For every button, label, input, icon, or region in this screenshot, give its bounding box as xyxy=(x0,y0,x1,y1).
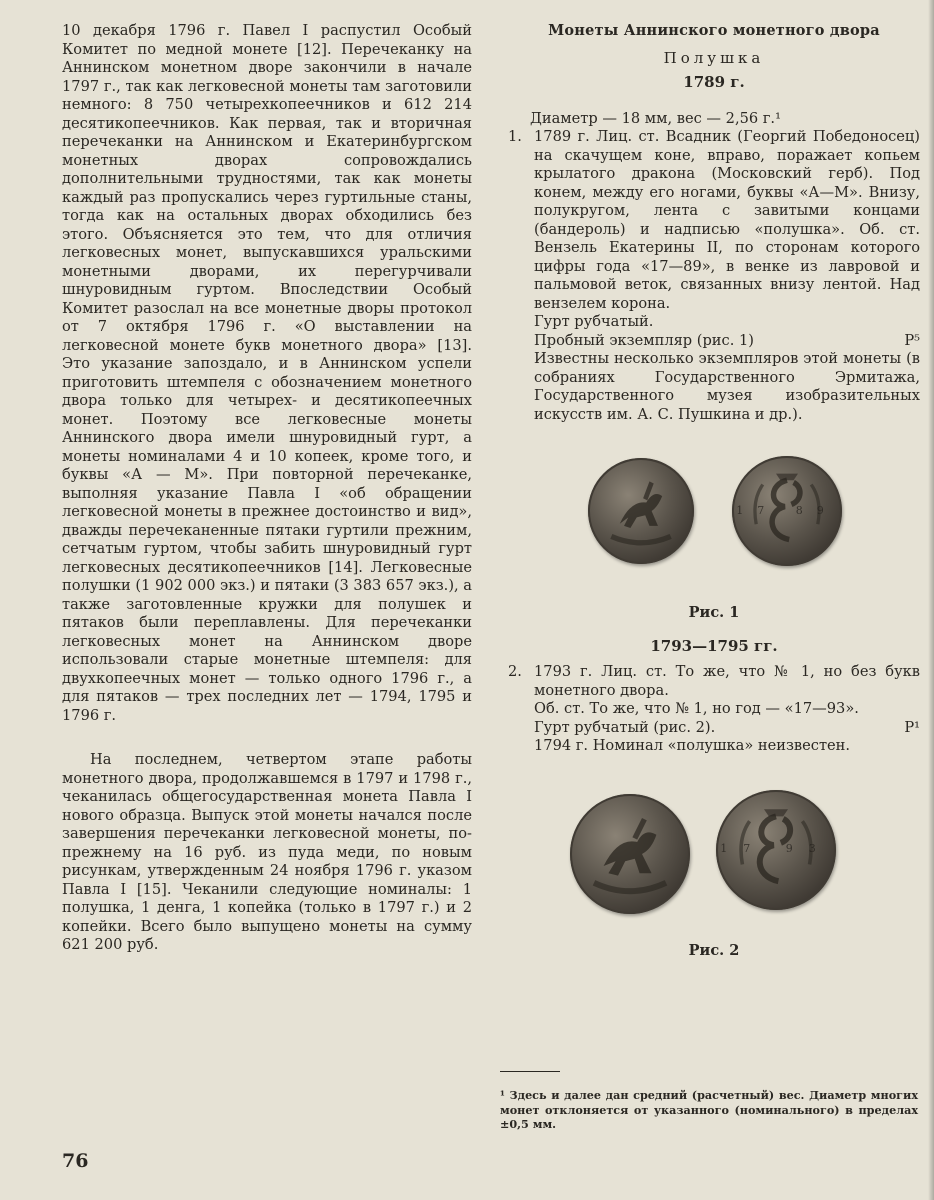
entry-edge-row xyxy=(534,719,920,738)
entry-description: 1789 г. Лиц. ст. Всадник (Георгий Победоносец) на скачущем коне, вправо, поражает копьем крылатого дракона (Московский герб). Под конем, между его ногами, буквы «А—М». Внизу, полукругом, лента с завитыми концами (бандероль) и надписью «полушка». Об. ст. Вензель Екатерины II, по сторонам которого цифры года «17—89», в венке из лавровой и пальмовой веток, связанных внизу лентой. Над вензелем корона. xyxy=(534,128,920,312)
figure-1 xyxy=(508,442,920,592)
footnote-divider xyxy=(500,1071,560,1072)
entry-number: 2. xyxy=(508,663,522,680)
page-edge-shadow xyxy=(928,0,934,1200)
footnote: ¹ Здесь и далее дан средний (расчетный) вес. Диаметр многих монет отклоняется от указанного (номинального) в пределах ±0,5 мм. xyxy=(500,1088,918,1131)
figure-1-caption: Рис. 1 xyxy=(688,604,740,621)
coin-reverse-image xyxy=(732,456,842,566)
denomination-title: Полушка xyxy=(663,48,765,67)
entry-known: Известны несколько экземпляров этой монеты (в собраниях Государственного Эрмитажа, Государственного музея изобразительных искусств им. А. С. Пушкина и др.). xyxy=(534,350,920,423)
catalog-entry-2 xyxy=(508,663,920,700)
entry-edge: Гурт рубчатый (рис. 2). xyxy=(534,718,716,736)
entry-edge: Гурт рубчатый. xyxy=(534,313,654,330)
entry-note: 1794 г. Номинал «полушка» неизвестен. xyxy=(534,737,851,754)
page-number: 76 xyxy=(62,1150,89,1172)
year-heading-2: 1793—1795 гг. xyxy=(650,636,778,655)
right-column xyxy=(508,22,920,960)
coin-obverse-image xyxy=(570,794,690,914)
coin-obverse-image xyxy=(588,458,694,564)
coin-year: 17 89 xyxy=(736,504,838,518)
coin-year: 17 93 xyxy=(720,841,832,855)
entry-trial-row xyxy=(534,332,920,351)
diameter-line: Диаметр — 18 мм, вес — 2,56 г.¹ xyxy=(530,109,781,127)
left-column xyxy=(62,22,472,955)
entry-reverse: Об. ст. То же, что № 1, но год — «17—93». xyxy=(534,700,859,717)
figure-2-caption: Рис. 2 xyxy=(688,941,740,959)
catalog-entry-1 xyxy=(508,128,920,313)
coin-reverse-image xyxy=(716,790,836,910)
figure-2 xyxy=(508,782,920,932)
entry-trial: Пробный экземпляр (рис. 1) xyxy=(534,331,754,349)
entry-description: 1793 г. Лиц. ст. То же, что № 1, но без букв монетного двора. xyxy=(534,663,920,699)
year-heading-1: 1789 г. xyxy=(683,73,745,91)
rarity-mark: Р¹ xyxy=(904,718,920,736)
horseman-icon xyxy=(588,458,694,564)
left-paragraph-2: На последнем, четвертом этапе работы монетного двора, продолжавшемся в 1797 и 1798 г., чеканилась общегосударственная монета Павла I нового образца. Выпуск этой монеты начался после завершения перечеканки легковесной монеты, по-прежнему на 16 руб. из пуда меди, по новым рисункам, утвержденным 24 ноября 1796 г. указом Павла I [15]. Чеканили следующие номиналы: 1 полушка, 1 денга, 1 копейка (только в 1797 г.) и 2 копейки. Всего было выпущено монеты на сумму 621 200 руб. xyxy=(62,751,472,953)
entry-number: 1. xyxy=(508,128,522,145)
left-paragraph-1: 10 декабря 1796 г. Павел I распустил Особый Комитет по медной монете [12]. Перечеканку на Аннинском монетном дворе закончили в начале 1797 г., так как легковесной монеты там заготовили немного: 8 750 четырехкопеечников и 612 214 десятикопеечников. Как первая, так и вторичная перечеканки на Аннинском и Екатеринбургском монетных дворах сопровождались дополнительными трудностями, так как монеты каждый раз пропускались через гуртильные станы, тогда как на остальных дворах обходились без этого. Объясняется это тем, что для отличия легковесных монет, выпускавшихся уральскими монетными дворами, их перегурчивали шнуровидным гуртом. Впоследствии Особый Комитет разослал на все монетные дворы протокол от 7 октября 1796 г. «О выставлении на легковесной монете букв монетного двора» [13]. Это указание запоздало, и в Аннинском успели приготовить штемпеля с обозначением монетного двора только для четырех- и десятикопеечных монет. Поэтому все легковесные монеты Аннинского двора имели шнуровидный гурт, а монеты номиналами 4 и 10 копеек, кроме того, и буквы «А — М». При повторной перечеканке, выполняя указание Павла I «об обращении легковесной монеты в прежнее достоинство и вид», дважды перечеканенные пятаки гуртили прежним, сетчатым гуртом, чтобы забить шнуровидный гурт легковесных десятикопеечников [14]. Легковесные полушки (1 902 000 экз.) и пятаки (3 383 657 экз.), а также заготовленные кружки для полушек и пятаков были переплавлены. Для перечеканки легковесных монет на Аннинском дворе использовали старые монетные штемпеля: для двухкопеечных монет — только одного 1796 г., а для пятаков — трех последних лет — 1794, 1795 и 1796 г. xyxy=(62,22,472,724)
section-title: Монеты Аннинского монетного двора xyxy=(548,22,880,39)
rarity-mark: Р⁵ xyxy=(904,331,920,349)
horseman-icon xyxy=(570,794,690,914)
